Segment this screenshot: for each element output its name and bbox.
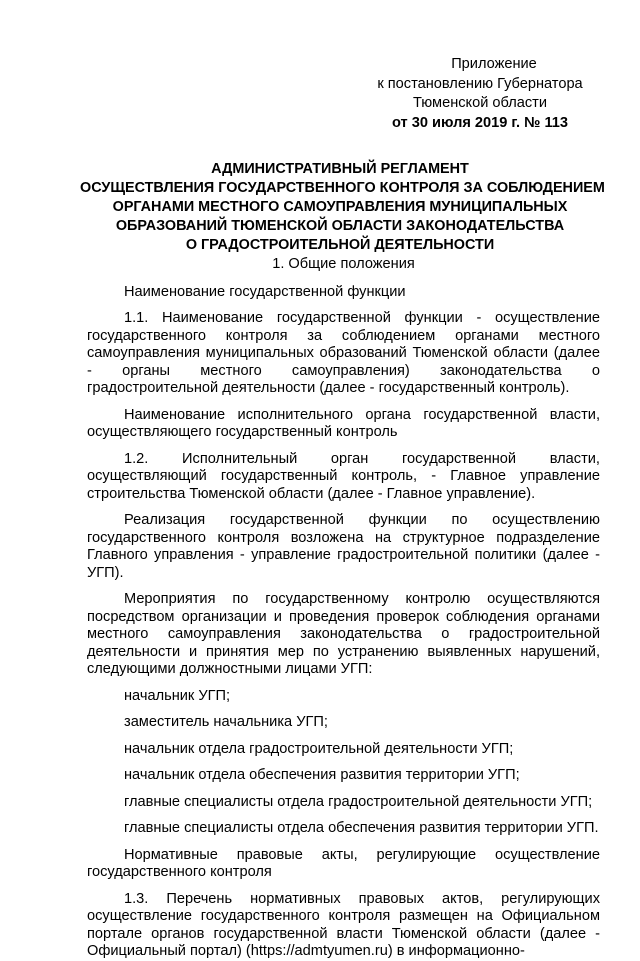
paragraph-control-measures: Мероприятия по государственному контролю осуществляются посредством организации и проведения проверок соблюдения органами местного самоуправления законодательства о градостроительной деятельности и принятия мер по устранению выявленных нарушений, следующими должностными лицами УГП: bbox=[87, 591, 600, 677]
list-item: начальник отдела градостроительной деятельности УГП; bbox=[124, 740, 514, 757]
paragraph-1-2: 1.2. Исполнительный орган государственной власти, осуществляющий государственный контроль, - Главное управление строительства Тюменской области (далее - Главное управление). bbox=[87, 450, 600, 502]
document-body bbox=[87, 256, 600, 961]
appendix-header bbox=[360, 55, 600, 133]
appendix-reference: к постановлению Губернатора bbox=[377, 75, 583, 92]
paragraph-implementation: Реализация государственной функции по осуществлению государственного контроля возложена на структурное подразделение Главного управления - управление градостроительной политики (далее - УГП). bbox=[87, 512, 600, 581]
title-line-4: ОБРАЗОВАНИЙ ТЮМЕНСКОЙ ОБЛАСТИ ЗАКОНОДАТЕЛЬСТВА bbox=[115, 218, 565, 234]
subheading-regulatory-acts: Нормативные правовые акты, регулирующие осуществление государственного контроля bbox=[87, 846, 600, 880]
section-heading: 1. Общие положения bbox=[272, 256, 415, 272]
appendix-label: Приложение bbox=[451, 56, 537, 72]
title-line-1: АДМИНИСТРАТИВНЫЙ РЕГЛАМЕНТ bbox=[211, 161, 469, 177]
paragraph-1-1: 1.1. Наименование государственной функции - осуществление государственного контроля за соблюдением органами местного самоуправления муниципальных образований Тюменской области (далее - органы местного самоуправления) законодательства о градостроительной деятельности (далее - государственный контроль). bbox=[87, 310, 600, 396]
document-title bbox=[80, 160, 605, 255]
list-item: заместитель начальника УГП; bbox=[124, 714, 328, 730]
subheading-function-name: Наименование государственной функции bbox=[124, 283, 406, 300]
list-item: главные специалисты отдела градостроительной деятельности УГП; bbox=[124, 793, 593, 810]
appendix-region: Тюменской области bbox=[412, 95, 547, 111]
subheading-executive-body: Наименование исполнительного органа государственной власти, осуществляющего государственный контроль bbox=[87, 406, 600, 440]
list-item: начальник отдела обеспечения развития территории УГП; bbox=[124, 767, 520, 783]
list-item: главные специалисты отдела обеспечения развития территории УГП. bbox=[124, 820, 599, 836]
list-item: начальник УГП; bbox=[124, 687, 231, 704]
title-line-3: ОРГАНАМИ МЕСТНОГО САМОУПРАВЛЕНИЯ МУНИЦИПАЛЬНЫХ bbox=[112, 199, 568, 215]
title-line-5: О ГРАДОСТРОИТЕЛЬНОЙ ДЕЯТЕЛЬНОСТИ bbox=[185, 237, 495, 253]
appendix-date-number: от 30 июля 2019 г. № 113 bbox=[391, 114, 569, 131]
title-line-2: ОСУЩЕСТВЛЕНИЯ ГОСУДАРСТВЕННОГО КОНТРОЛЯ ЗА СОБЛЮДЕНИЕМ bbox=[80, 180, 605, 196]
paragraph-1-3: 1.3. Перечень нормативных правовых актов, регулирующих осуществление государственного контроля размещен на Официальном портале органов государственной власти Тюменской области (далее - Официальный портал) (https://admtyumen.ru) в информационно- bbox=[87, 890, 600, 959]
